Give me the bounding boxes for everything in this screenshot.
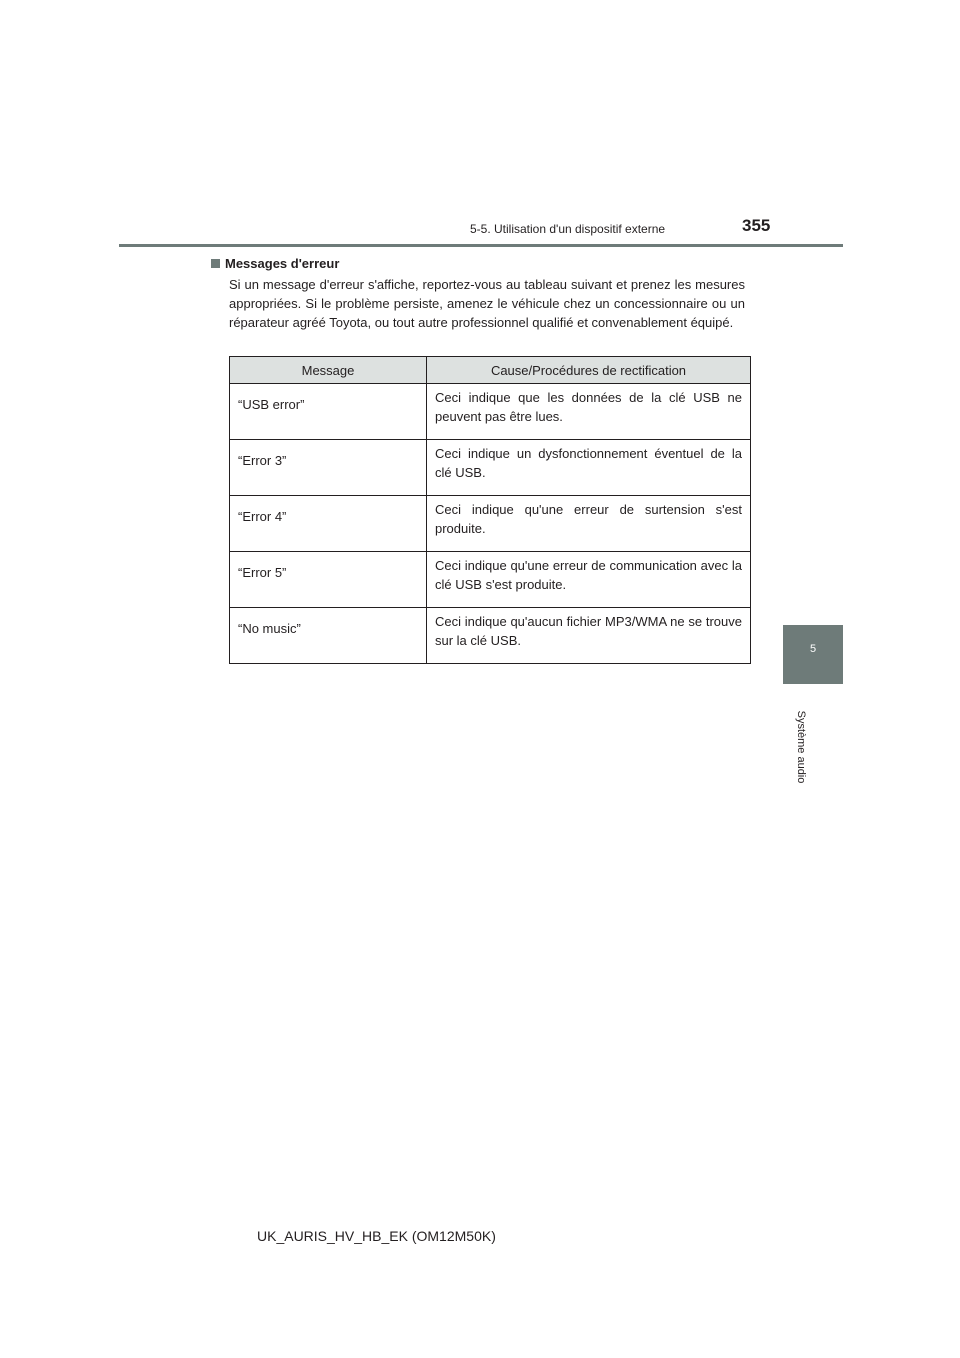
message-cell: “USB error” (230, 384, 427, 440)
cause-cell: Ceci indique qu'aucun fichier MP3/WMA ne se trouve sur la clé USB. (427, 608, 751, 664)
intro-paragraph: Si un message d'erreur s'affiche, reportez-vous au tableau suivant et prenez les mesures appropriées. Si le problème persiste, amenez le véhicule chez un concessionnaire ou un réparateur agréé Toyota, ou tout autre professionnel qualifié et convenablement équipé. (229, 277, 745, 330)
message-cell: “Error 5” (230, 552, 427, 608)
square-bullet-icon (211, 259, 220, 268)
message-cell: “No music” (230, 608, 427, 664)
table-row (230, 552, 751, 608)
message-cell: “Error 4” (230, 496, 427, 552)
document-code: UK_AURIS_HV_HB_EK (OM12M50K) (257, 1228, 496, 1244)
column-header-cause: Cause/Procédures de rectification (427, 357, 751, 384)
section-heading (211, 256, 339, 271)
section-heading-text: Messages d'erreur (225, 256, 340, 271)
cause-cell: Ceci indique qu'une erreur de surtension s'est produite. (427, 496, 751, 552)
table-row (230, 384, 751, 440)
message-cell: “Error 3” (230, 440, 427, 496)
cause-cell: Ceci indique un dysfonctionnement éventuel de la clé USB. (427, 440, 751, 496)
table-row (230, 496, 751, 552)
table-header-row (230, 357, 751, 384)
chapter-number: 5 (809, 643, 817, 655)
chapter-title: Système audio (795, 710, 807, 784)
column-header-message: Message (230, 357, 427, 384)
chapter-tab (783, 625, 843, 684)
error-messages-table (229, 356, 751, 664)
cause-cell: Ceci indique qu'une erreur de communication avec la clé USB s'est produite. (427, 552, 751, 608)
section-title: 5-5. Utilisation d'un dispositif externe (470, 222, 666, 236)
table-row (230, 440, 751, 496)
page-number: 355 (742, 216, 771, 235)
cause-cell: Ceci indique que les données de la clé USB ne peuvent pas être lues. (427, 384, 751, 440)
table-row (230, 608, 751, 664)
header-divider (119, 244, 843, 247)
